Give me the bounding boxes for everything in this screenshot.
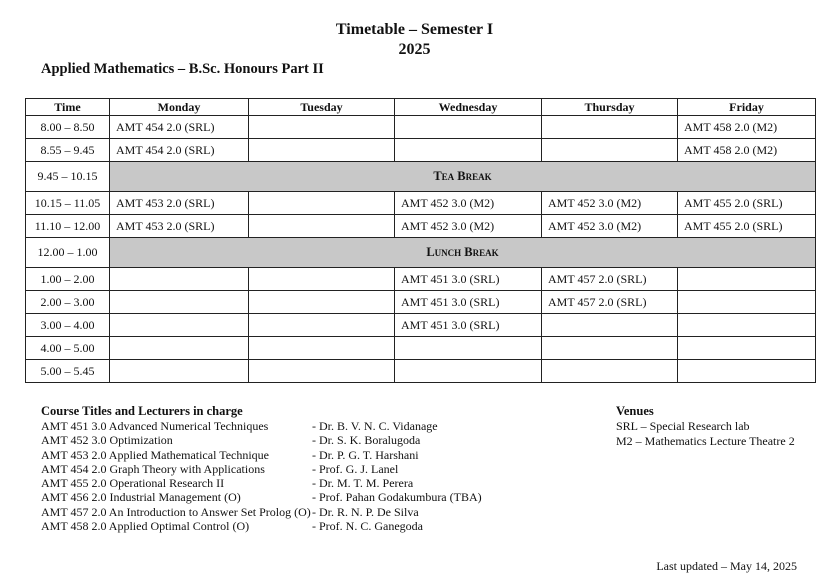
lecturer-name: - Dr. R. N. P. De Silva (312, 504, 419, 519)
slot-cell (249, 116, 395, 139)
list-item (41, 504, 419, 519)
slot-cell (249, 314, 395, 337)
slot-cell: AMT 451 3.0 (SRL) (395, 314, 542, 337)
venue-item: SRL – Special Research lab (616, 419, 750, 433)
column-header-wednesday: Wednesday (395, 99, 542, 116)
column-header-tuesday: Tuesday (249, 99, 395, 116)
time-slot: 8.55 – 9.45 (26, 139, 110, 162)
lecturer-name: - Prof. Pahan Godakumbura (TBA) (312, 490, 482, 505)
slot-cell (249, 337, 395, 360)
time-slot: 4.00 – 5.00 (26, 337, 110, 360)
table-row (26, 314, 816, 337)
time-slot: 1.00 – 2.00 (26, 268, 110, 291)
time-slot: 8.00 – 8.50 (26, 116, 110, 139)
list-item (41, 433, 421, 448)
slot-cell: AMT 452 3.0 (M2) (542, 192, 678, 215)
time-slot: 12.00 – 1.00 (26, 238, 110, 268)
list-item (41, 519, 423, 534)
time-slot: 2.00 – 3.00 (26, 291, 110, 314)
table-row (26, 192, 816, 215)
slot-cell: AMT 458 2.0 (M2) (678, 139, 816, 162)
course-title: AMT 456 2.0 Industrial Management (O) (41, 490, 241, 505)
lecturer-name: - Prof. N. C. Ganegoda (312, 519, 423, 534)
slot-cell (678, 268, 816, 291)
time-slot: 10.15 – 11.05 (26, 192, 110, 215)
table-row (26, 116, 816, 139)
slot-cell (249, 360, 395, 383)
course-list (41, 404, 482, 534)
course-title: AMT 455 2.0 Operational Research II (41, 476, 225, 491)
list-item (41, 461, 399, 476)
time-slot: 5.00 – 5.45 (26, 360, 110, 383)
column-header-monday: Monday (110, 99, 249, 116)
slot-cell (110, 314, 249, 337)
slot-cell (110, 291, 249, 314)
page-year: 2025 (398, 41, 431, 58)
column-header-time: Time (26, 99, 110, 116)
slot-cell (678, 314, 816, 337)
course-title: AMT 452 3.0 Optimization (41, 433, 173, 448)
slot-cell (678, 337, 816, 360)
slot-cell (110, 337, 249, 360)
slot-cell (110, 360, 249, 383)
slot-cell (395, 337, 542, 360)
lecturer-name: - Dr. S. K. Boralugoda (312, 433, 421, 448)
course-title: AMT 453 2.0 Applied Mathematical Technique (41, 447, 270, 462)
slot-cell: AMT 454 2.0 (SRL) (110, 139, 249, 162)
slot-cell (542, 337, 678, 360)
course-title: AMT 454 2.0 Graph Theory with Applications (41, 461, 265, 476)
tea-break-cell: Tea Break (110, 162, 816, 192)
slot-cell (249, 291, 395, 314)
table-row (26, 291, 816, 314)
slot-cell (542, 139, 678, 162)
list-item (41, 490, 482, 505)
table-row (26, 360, 816, 383)
list-item (41, 447, 419, 462)
slot-cell (678, 360, 816, 383)
slot-cell: AMT 458 2.0 (M2) (678, 116, 816, 139)
lecturer-name: - Dr. M. T. M. Perera (312, 476, 414, 491)
list-item (41, 476, 414, 491)
slot-cell: AMT 457 2.0 (SRL) (542, 291, 678, 314)
lunch-break-row (26, 238, 816, 268)
slot-cell: AMT 451 3.0 (SRL) (395, 291, 542, 314)
table-row (26, 337, 816, 360)
course-list-heading: Course Titles and Lecturers in charge (41, 404, 243, 418)
slot-cell: AMT 457 2.0 (SRL) (542, 268, 678, 291)
course-title: AMT 457 2.0 An Introduction to Answer Set Prolog (O) (41, 504, 311, 519)
slot-cell: AMT 454 2.0 (SRL) (110, 116, 249, 139)
slot-cell: AMT 455 2.0 (SRL) (678, 215, 816, 238)
table-row (26, 139, 816, 162)
course-title: AMT 458 2.0 Applied Optimal Control (O) (41, 519, 250, 534)
slot-cell: AMT 451 3.0 (SRL) (395, 268, 542, 291)
slot-cell: AMT 453 2.0 (SRL) (110, 215, 249, 238)
lecturer-name: - Prof. G. J. Lanel (312, 461, 399, 476)
slot-cell: AMT 455 2.0 (SRL) (678, 192, 816, 215)
page-title: Timetable – Semester I (335, 21, 494, 38)
slot-cell (249, 192, 395, 215)
slot-cell (678, 291, 816, 314)
lecturer-name: - Dr. B. V. N. C. Vidanage (312, 419, 438, 433)
time-slot: 9.45 – 10.15 (26, 162, 110, 192)
slot-cell: AMT 452 3.0 (M2) (395, 215, 542, 238)
column-header-thursday: Thursday (542, 99, 678, 116)
slot-cell (542, 360, 678, 383)
slot-cell: AMT 453 2.0 (SRL) (110, 192, 249, 215)
venue-list-heading: Venues (616, 404, 654, 418)
lunch-break-cell: Lunch Break (110, 238, 816, 268)
slot-cell: AMT 452 3.0 (M2) (395, 192, 542, 215)
slot-cell (395, 360, 542, 383)
slot-cell (542, 116, 678, 139)
time-slot: 3.00 – 4.00 (26, 314, 110, 337)
table-row (26, 268, 816, 291)
slot-cell (395, 139, 542, 162)
venue-list (616, 404, 795, 448)
slot-cell (249, 268, 395, 291)
column-header-friday: Friday (678, 99, 816, 116)
course-title: AMT 451 3.0 Advanced Numerical Techniques (41, 419, 269, 433)
slot-cell: AMT 452 3.0 (M2) (542, 215, 678, 238)
lecturer-name: - Dr. P. G. T. Harshani (312, 447, 419, 462)
timetable-header-row (26, 99, 816, 116)
table-row (26, 215, 816, 238)
tea-break-row (26, 162, 816, 192)
slot-cell (542, 314, 678, 337)
time-slot: 11.10 – 12.00 (26, 215, 110, 238)
timetable (25, 98, 816, 383)
slot-cell (249, 139, 395, 162)
last-updated-note: Last updated – May 14, 2025 (656, 559, 797, 573)
venue-item: M2 – Mathematics Lecture Theatre 2 (616, 433, 795, 448)
programme-subtitle: Applied Mathematics – B.Sc. Honours Part II (41, 61, 324, 77)
slot-cell (395, 116, 542, 139)
slot-cell (249, 215, 395, 238)
list-item (41, 419, 438, 433)
slot-cell (110, 268, 249, 291)
